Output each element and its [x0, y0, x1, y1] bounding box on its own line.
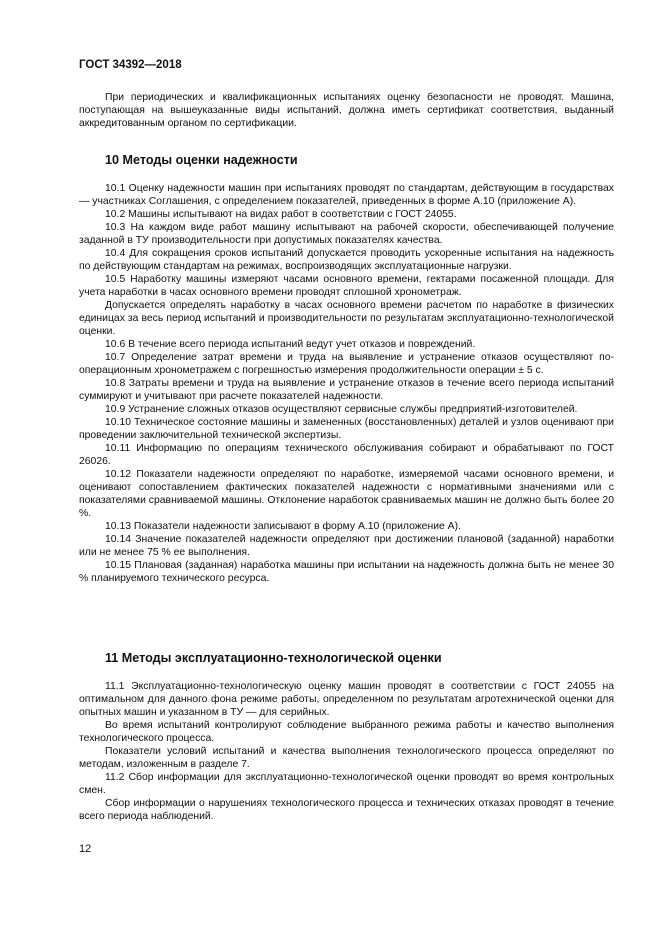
- paragraph: 10.2 Машины испытывают на видах работ в соответствии с ГОСТ 24055.: [105, 209, 457, 220]
- paragraph: 10.12 Показатели надежности определяют по наработке, измеряемой часами основного времени, и оценивают сопоставлением фактических показателей надежности с нормативными значениями или с показателями сравниваемой машины. Отклонение наработок сравниваемых машин не должно быть более 20 %.: [79, 469, 614, 519]
- section-heading: 11 Методы эксплуатационно-технологической оценки: [105, 651, 442, 665]
- paragraph: Сбор информации о нарушениях технологического процесса и технических отказах проводят в течение всего периода наблюдений.: [79, 798, 614, 822]
- intro-block: [79, 91, 614, 130]
- paragraph: Допускается определять наработку в часах основного времени расчетом по наработке в физических единицах за весь период испытаний и производительности по результатам эксплуатационно-технологической оценки.: [79, 300, 614, 337]
- paragraph: 10.14 Значение показателей надежности определяют при достижении плановой (заданной) наработки или не менее 75 % ее выполнения.: [79, 534, 614, 558]
- paragraph: 10.7 Определение затрат времени и труда на выявление и устранение отказов осуществляют пооперационным хронометражем с погрешностью измерения продолжительности операции ± 5 с.: [79, 352, 614, 376]
- paragraph: 11.1 Эксплуатационно-технологическую оценку машин проводят в соответствии с ГОСТ 24055 на оптимальном для данного фона режиме работы, определенном по результатам агротехнической оценки для опытных машин и указанном в ТУ — для серийных.: [79, 681, 614, 718]
- paragraph: 10.5 Наработку машины измеряют часами основного времени, гектарами посаженной площади. Для учета наработки в часах основного времени проводят сплошной хронометраж.: [79, 274, 614, 298]
- paragraph: 10.9 Устранение сложных отказов осуществляют сервисные службы предприятий-изготовителей.: [105, 404, 578, 415]
- paragraph: 10.8 Затраты времени и труда на выявление и устранение отказов в течение всего периода испытаний суммируют и учитывают при расчете показателей надежности.: [79, 378, 614, 402]
- section-11: [79, 651, 614, 665]
- paragraph: 10.1 Оценку надежности машин при испытаниях проводят по стандартам, действующим в государствах — участниках Соглашения, с определением показателей, приведенных в форме А.10 (приложение А).: [79, 183, 614, 207]
- paragraph: 10.6 В течение всего периода испытаний ведут учет отказов и повреждений.: [105, 339, 476, 350]
- document-id-header: ГОСТ 34392—2018: [79, 59, 182, 71]
- section-heading: 10 Методы оценки надежности: [105, 153, 298, 167]
- paragraph: 10.13 Показатели надежности записывают в форму А.10 (приложение А).: [105, 521, 461, 532]
- paragraph: 10.3 На каждом виде работ машину испытывают на рабочей скорости, обеспечивающей получение заданной в ТУ производительности при допустимых показателях качества.: [79, 222, 614, 246]
- paragraph: 10.11 Информацию по операциям технического обслуживания собирают и обрабатывают по ГОСТ 26026.: [79, 443, 614, 467]
- section-10: [79, 153, 614, 167]
- paragraph: 11.2 Сбор информации для эксплуатационно-технологической оценки проводят во время контрольных смен.: [79, 772, 614, 796]
- page-number: 12: [79, 843, 92, 855]
- paragraph: 10.4 Для сокращения сроков испытаний допускается проводить ускоренные испытания на надежность по действующим стандартам на режимах, воспроизводящих эксплуатационные нагрузки.: [79, 248, 614, 272]
- paragraph: Во время испытаний контролируют соблюдение выбранного режима работы и качество выполнения технологического процесса.: [79, 720, 614, 744]
- paragraph: 10.15 Плановая (заданная) наработка машины при испытании на надежность должна быть не менее 30 % планируемого технического ресурса.: [79, 560, 614, 584]
- section-10-body: [79, 182, 614, 585]
- section-11-body: [79, 680, 614, 823]
- paragraph: 10.10 Техническое состояние машины и замененных (восстановленных) деталей и узлов оценивают при проведении заключительной технической экспертизы.: [79, 417, 614, 441]
- paragraph: Показатели условий испытаний и качества выполнения технологического процесса определяют по методам, изложенным в разделе 7.: [79, 746, 614, 770]
- paragraph: При периодических и квалификационных испытаниях оценку безопасности не проводят. Машина, поступающая на вышеуказанные виды испытаний, должна иметь сертификат соответствия, выданный аккредитованным органом по сертификации.: [79, 92, 614, 129]
